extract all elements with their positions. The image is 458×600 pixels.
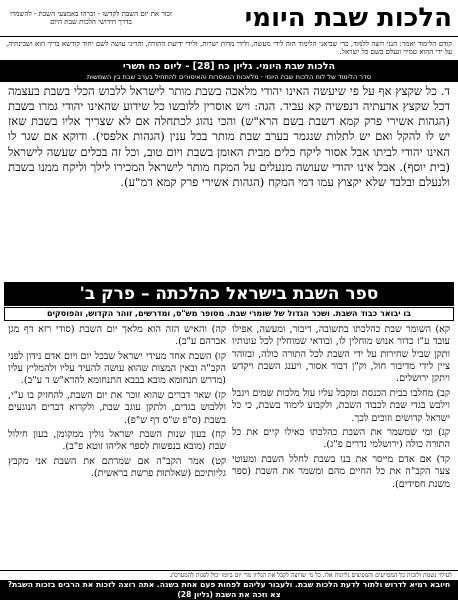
- paragraph: קג) ומי שמשמר את השבת כהלכתו כאילו קיים את כל התורה כולה (ירושלמי נדרים פ"ג).: [232, 427, 450, 451]
- footer: [0, 570, 458, 600]
- schedule-bar: סדר הלימוד של לוח הלכות שבת היומי - מלאכות הנאסרות והאיסורים להתחיל בערב שבת בין השמשות: [0, 73, 458, 82]
- paragraph: קא) השומר שבת כהלכתו בתשובה, דיבור, ומעשה, אפילו עובד ע"ז כדור אנוש מוחלין לו, ובודאי שמוחלין לכל עונותיו ותקן שביל שחירות על ידי השבת לכל התורה כולה, ובזוהר ציין לידי מדיבור חול, וק"ן דבור אסור, ויענג השבת ויקדש ויתקן ירושלים.: [232, 323, 450, 385]
- paragraph: קט) אמר הקב"ה אם שמרתם את השבת אני מקבץ גליותיכם (שאלתות פרשת בראשית).: [8, 455, 226, 480]
- main-halacha-text: ד. כל שקצץ אף על פי שיעשה האינו יהודי מלאכה בשבת מותר לישראל ללבוש הכלי בשבת בעצמה דכל שקצץ אדעתיה דנפשיה קא עביד. הגה: ויש אוסרין ללובשו כל שידוע שהאינו יהודי גמרו בשבת (הגהות אשירי פרק קמא דשבת בשם הרא"ש) והכי נהוג לכתחלה אם לא שצריך אליו בשבת שאז יש לו להקל ואם יש לתלות שנגמר בערב שבת מותר בכל ענין (הגהות אלפסי). ודוקא אם שגר לו האינו יהודי לביתו אבל אסור ליקח כלים מבית האומן בשבת ויום טוב, וכל זה בכלים שעשה לישראל (בית יוסף). אבל אינו יהודי שעושה מנעלים על המקח מותר לישראל המכירו לילך וליקח ממנו בשבת ולנעלם ובלבד שלא יקצוץ עמו דמי המקח (הגהות אשירי פרק קמא דמ"ע).: [8, 83, 450, 190]
- logo: הלכות שבת היומי: [244, 3, 452, 33]
- footer-note: לעילוי נשמת ולזכות כל המסייעים והמפיצים גליונות אלו. כל מי שרוצה לקבל את הגליון מדי יום ביומו יכול לפנות להמערכת.: [0, 570, 458, 580]
- paragraph: קז) שאר דברים שהוא זוכר את יום השבת, להחזיק בו ע"י, וללבוש בגדים, ולתקן עוגב שבת, ולקרוא דברים הנוגעים בשבת (ס"פ ש"ס דף ש"פ).: [8, 389, 226, 426]
- paragraph: קח) בעון שנות השבת ישראל גולין ממקומן, בעון חילול שבת (מובא בנפשות לספר אליהו זוטא פ"ב).: [8, 429, 226, 453]
- paragraph: קו) השבת אחד מעידי ישראל שבכל יום ויום אדם נידון לפני הקב"ה ובאין המצות שהוא עושה להעיד עליו ולהמליץ עליו (מדרש תנחומא מובא בבבא התנחומא להרא"ש ד ע"ב).: [8, 350, 226, 387]
- column-left: [8, 324, 226, 576]
- header-dedication: זכור את יום השבת לקדשו - זכרהו באמצעי השבת - להשמרו בדרך חידושי הלכות שבת היום: [10, 10, 172, 26]
- section-subtitle: בו יבואר כבוד השבת. ושכר הגדול של שומרי שבת. מסופר מש"ס, ומדרשים, זוהר הקדוש, והפוסקים: [4, 307, 454, 321]
- intro-prayer: קודם הלימוד יאמר: הנני רוצה ללמוד, כדי שביאני הלימוד הזה לידי מעשה, ולידי מדות ישרות, ולידי ידיעת התורה, והריני עושה לשם יחוד קודשא בריך הוא ושכינתיה, על ידי ההוא טמיר ונעלם בשם כל ישראל.: [0, 37, 458, 61]
- issue-title-bar: הלכות שבת היומי. גליון כח [28] - ליום כח תשרי: [0, 61, 458, 73]
- paragraph: קד) אם אדם מייסר את בנו בשבת לחלל השבת ומעוטי צער הקב"ה את כל החיים מהם ומשמר את השבת (ספר משנת חסידים).: [232, 453, 450, 490]
- footer-bar: חיובא רמיא לדרוש ולתור לדעת הלכות שבת. ולעבור עליהם לפחות פעם אחת בשנה. אתה רוצה לזכות את הרבים בזכות השבת? צא וזכה את השבת (גליון 28): [0, 580, 458, 600]
- two-column-text: [0, 324, 458, 576]
- header: [0, 0, 458, 37]
- section-title: ספר השבת בישראל כהלכתה – פרק ב': [4, 282, 454, 306]
- column-right: [232, 324, 450, 576]
- paragraph: קה) והאיש הזה הוא מלאך יום השבת (סודי רזא דף מגן אברהם ע"ב).: [8, 323, 226, 348]
- paragraph: קב) מחלבו בבית הכנסת ומקבל עליו עול מלכות שמים ויגבל וילבש בגדי שבת לכבוד השבת, ולקבוע לימוד בשבת, כי כל ישראל קדושים וזוכים לכך.: [232, 387, 450, 424]
